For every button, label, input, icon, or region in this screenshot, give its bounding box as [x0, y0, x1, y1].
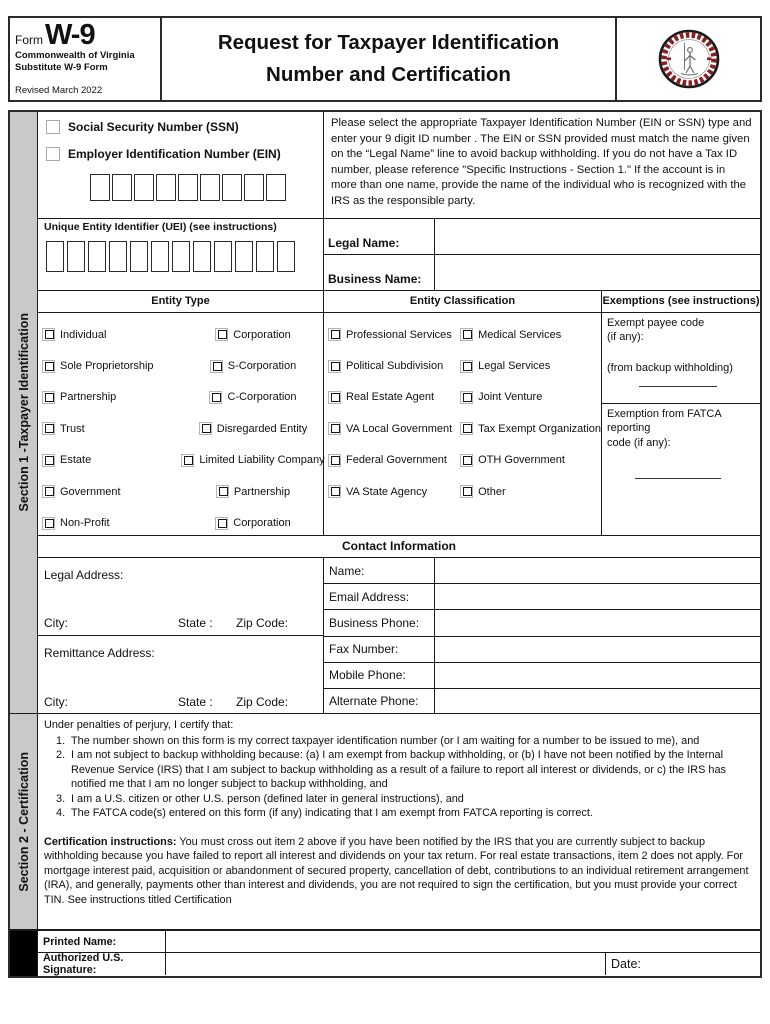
zip-code-label: Zip Code: — [236, 695, 289, 709]
revision-date: Revised March 2022 — [15, 85, 103, 96]
class-medical-services[interactable]: Medical Services — [460, 319, 601, 350]
org-line-2: Substitute W-9 Form — [15, 61, 108, 73]
checkbox-icon[interactable] — [42, 517, 55, 530]
uei-digit-box[interactable] — [151, 241, 169, 272]
state-label: State : — [178, 695, 213, 709]
entity-classification-column — [324, 291, 602, 535]
entity-type-column — [38, 291, 324, 535]
form-word: Form — [15, 33, 43, 47]
date-label: Date: — [611, 956, 641, 971]
uei-digit-box[interactable] — [193, 241, 211, 272]
entity-type-individual[interactable]: Individual — [42, 319, 184, 350]
uei-digit-box[interactable] — [88, 241, 106, 272]
remittance-address-cell[interactable] — [38, 636, 323, 714]
ein-option[interactable] — [46, 147, 323, 161]
uei-digit-box[interactable] — [277, 241, 295, 272]
tin-digit-box[interactable] — [244, 174, 264, 201]
uei-digit-boxes — [46, 241, 323, 272]
signature-field[interactable] — [166, 953, 605, 975]
tin-digit-box[interactable] — [178, 174, 198, 201]
entity-type-partnership[interactable]: Partnership — [42, 382, 184, 413]
entity-type-llc[interactable]: Limited Liability Company — [184, 445, 322, 476]
uei-digit-box[interactable] — [214, 241, 232, 272]
printed-name-field[interactable] — [166, 931, 760, 952]
certification-list — [44, 734, 752, 821]
tin-digit-box[interactable] — [156, 174, 176, 201]
checkbox-icon[interactable] — [328, 391, 341, 404]
entity-type-non-profit[interactable]: Non-Profit — [42, 507, 184, 538]
tin-digit-box[interactable] — [222, 174, 242, 201]
certification-item-1: The number shown on this form is my correct taxpayer identification number (or I am waiting for a number to be issued to me), and — [71, 734, 700, 747]
checkbox-icon[interactable] — [328, 360, 341, 373]
contact-information-header: Contact Information — [38, 536, 760, 558]
entity-type-s-corporation[interactable]: S-Corporation — [184, 350, 322, 381]
form-id-box — [10, 18, 162, 100]
name-field[interactable] — [435, 558, 760, 583]
entity-type-corporation-2[interactable]: Corporation — [184, 507, 322, 538]
checkbox-icon[interactable] — [210, 360, 223, 373]
exemptions-column — [602, 291, 760, 535]
form-header — [8, 16, 762, 102]
uei-digit-box[interactable] — [46, 241, 64, 272]
zip-code-label: Zip Code: — [236, 616, 289, 630]
title-line-1: Request for Taxpayer Identification — [217, 31, 560, 55]
uei-cell — [38, 219, 324, 290]
alternate-phone-field[interactable] — [435, 689, 760, 714]
certification-text — [38, 714, 760, 929]
uei-digit-box[interactable] — [67, 241, 85, 272]
checkbox-icon[interactable] — [42, 360, 55, 373]
section-1-side-strip — [10, 112, 38, 713]
uei-digit-box[interactable] — [109, 241, 127, 272]
business-phone-field[interactable] — [435, 610, 760, 635]
class-political-subdivision[interactable]: Political Subdivision — [328, 350, 460, 381]
signature-label: Authorized U.S. Signature: — [38, 953, 166, 975]
class-professional-services[interactable]: Professional Services — [328, 319, 460, 350]
certification-item-4: The FATCA code(s) entered on this form (if any) indicating that I am exempt from FATCA reporting is correct. — [71, 807, 593, 819]
email-field[interactable] — [435, 584, 760, 609]
tin-select-cell — [38, 112, 324, 218]
org-line-1: Commonwealth of Virginia — [15, 50, 135, 61]
checkbox-icon[interactable] — [328, 485, 341, 498]
exempt-payee-cell: Exempt payee code (if any): (from backup withholding) — [602, 313, 760, 404]
checkbox-icon[interactable] — [215, 328, 228, 341]
date-cell[interactable] — [605, 953, 760, 975]
entity-classification-header: Entity Classification — [324, 291, 601, 313]
mobile-phone-field[interactable] — [435, 663, 760, 688]
checkbox-icon[interactable] — [215, 517, 228, 530]
checkbox-icon[interactable] — [42, 391, 55, 404]
tin-digit-box[interactable] — [112, 174, 132, 201]
virginia-seal-icon — [657, 28, 721, 90]
entity-row — [38, 291, 760, 536]
form-title — [162, 18, 617, 100]
entity-type-header: Entity Type — [38, 291, 323, 313]
class-federal-government[interactable]: Federal Government — [328, 445, 460, 476]
fatca-code-line[interactable] — [635, 478, 721, 479]
checkbox-icon[interactable] — [328, 454, 341, 467]
tin-digit-box[interactable] — [134, 174, 154, 201]
fax-number-field[interactable] — [435, 637, 760, 662]
checkbox-icon[interactable] — [460, 422, 473, 435]
entity-type-corporation[interactable]: Corporation — [184, 319, 322, 350]
section-2-label: Section 2 - Certification — [16, 751, 31, 892]
title-line-2: Number and Certification — [266, 63, 511, 86]
entity-type-sole-proprietorship[interactable]: Sole Proprietorship — [42, 350, 184, 381]
uei-digit-box[interactable] — [235, 241, 253, 272]
contact-information-row — [38, 558, 760, 714]
checkbox-icon[interactable] — [460, 360, 473, 373]
seal-box — [617, 18, 760, 100]
checkbox-icon[interactable] — [460, 485, 473, 498]
ein-label: Employer Identification Number (EIN) — [68, 147, 281, 161]
legal-address-label: Legal Address: — [44, 568, 124, 582]
uei-names-row — [38, 219, 760, 291]
legal-name-field[interactable] — [435, 219, 760, 254]
certification-item-3: I am a U.S. citizen or other U.S. person (defined later in general instructions), and — [71, 792, 464, 805]
business-name-label: Business Name: — [324, 255, 435, 290]
checkbox-icon[interactable] — [209, 391, 222, 404]
uei-digit-box[interactable] — [130, 241, 148, 272]
checkbox-icon[interactable] — [460, 391, 473, 404]
perjury-intro: Under penalties of perjury, I certify that: — [44, 719, 234, 731]
entity-type-partnership-2[interactable]: Partnership — [184, 476, 322, 507]
legal-name-label: Legal Name: — [324, 219, 435, 254]
section-1-label: Section 1 -Taxpayer Identification — [16, 313, 31, 512]
form-number: W-9 — [45, 19, 95, 51]
ssn-option[interactable] — [46, 120, 323, 134]
email-label: Email Address: — [324, 584, 435, 609]
name-label: Name: — [324, 558, 435, 583]
checkbox-icon[interactable] — [460, 454, 473, 467]
form-body — [8, 110, 762, 978]
class-va-local-government[interactable]: VA Local Government — [328, 413, 460, 444]
signature-side-strip — [10, 931, 38, 976]
entity-type-trust[interactable]: Trust — [42, 413, 184, 444]
checkbox-icon[interactable] — [328, 328, 341, 341]
class-va-state-agency[interactable]: VA State Agency — [328, 476, 460, 507]
tin-row — [38, 112, 760, 219]
checkbox-icon[interactable] — [42, 328, 55, 341]
certification-item-2: I am not subject to backup withholding because: (a) I am exempt from backup withholding, or (b) I have not been notified by the Internal Revenue Service (IRS) that I am subject to backup withholding as a result of a failure to report all interest or dividends, or c) the IRS has notified me that I am no longer subject to backup withholding, and — [71, 749, 726, 790]
signature-section — [10, 931, 760, 976]
class-oth-government[interactable]: OTH Government — [460, 445, 601, 476]
state-label: State : — [178, 616, 213, 630]
w9-form — [8, 16, 762, 978]
city-label: City: — [44, 695, 68, 709]
alternate-phone-label: Alternate Phone: — [324, 689, 435, 714]
printed-name-label: Printed Name: — [38, 931, 166, 952]
mobile-phone-label: Mobile Phone: — [324, 663, 435, 688]
checkbox-icon[interactable] — [199, 422, 212, 435]
city-label: City: — [44, 616, 68, 630]
checkbox-icon[interactable] — [42, 454, 55, 467]
uei-digit-box[interactable] — [172, 241, 190, 272]
exempt-payee-code-line[interactable] — [639, 386, 717, 387]
exemptions-header: Exemptions (see instructions) — [602, 291, 760, 313]
section-2-side-strip — [10, 714, 38, 929]
remittance-address-label: Remittance Address: — [44, 646, 155, 660]
checkbox-icon[interactable] — [42, 422, 55, 435]
section-1 — [10, 112, 760, 714]
tin-digit-box[interactable] — [90, 174, 110, 201]
entity-type-estate[interactable]: Estate — [42, 445, 184, 476]
certification-instructions: Certification instructions: You must cross out item 2 above if you have been notified by the IRS that you are currently subject to backup withholding because you have failed to report all interest and dividends on your tax return. For real estate transactions, item 2 does not apply. For mortgage interest paid, acquisition or abandonment of secured property, cancellation of debt, contributions to an individual retirement arrangement (IRA), and generally, payments other than interest and dividends, you are not required to sign the certification, but you must provide your correct TIN. See instructions titled Certification — [44, 835, 749, 906]
tin-digit-box[interactable] — [266, 174, 286, 201]
business-name-field[interactable] — [435, 255, 760, 290]
class-joint-venture[interactable]: Joint Venture — [460, 382, 601, 413]
ssn-checkbox[interactable] — [46, 120, 60, 134]
checkbox-icon[interactable] — [328, 422, 341, 435]
checkbox-icon[interactable] — [42, 485, 55, 498]
tin-digit-boxes — [90, 174, 323, 201]
class-legal-services[interactable]: Legal Services — [460, 350, 601, 381]
checkbox-icon[interactable] — [216, 485, 229, 498]
checkbox-icon[interactable] — [181, 454, 194, 467]
entity-type-disregarded-entity[interactable]: Disregarded Entity — [184, 413, 322, 444]
tin-instructions: Please select the appropriate Taxpayer Identification Number (EIN or SSN) type and enter your 9 digit ID number . The EIN or SSN provided must match the name given on the “Legal Name” line to avoid backup withholding. If you do not have a Tax ID number, please reference "Specific Instructions - Section 1." If the account is in more than one name, provide the name of the individual who is recognized with the IRS as the responsible party. — [331, 117, 752, 207]
tin-digit-box[interactable] — [200, 174, 220, 201]
entity-type-government[interactable]: Government — [42, 476, 184, 507]
uei-label: Unique Entity Identifier (UEI) (see instructions) — [44, 221, 277, 233]
entity-type-c-corporation[interactable]: C-Corporation — [184, 382, 322, 413]
ein-checkbox[interactable] — [46, 147, 60, 161]
section-2 — [10, 714, 760, 931]
fatca-cell: Exemption from FATCA reporting code (if any): — [602, 404, 760, 535]
fax-number-label: Fax Number: — [324, 637, 435, 662]
checkbox-icon[interactable] — [460, 328, 473, 341]
ssn-label: Social Security Number (SSN) — [68, 120, 239, 134]
class-other[interactable]: Other — [460, 476, 601, 507]
legal-address-cell[interactable] — [38, 558, 323, 636]
uei-digit-box[interactable] — [256, 241, 274, 272]
business-phone-label: Business Phone: — [324, 610, 435, 635]
class-tax-exempt-organization[interactable]: Tax Exempt Organization — [460, 413, 601, 444]
class-real-estate-agent[interactable]: Real Estate Agent — [328, 382, 460, 413]
